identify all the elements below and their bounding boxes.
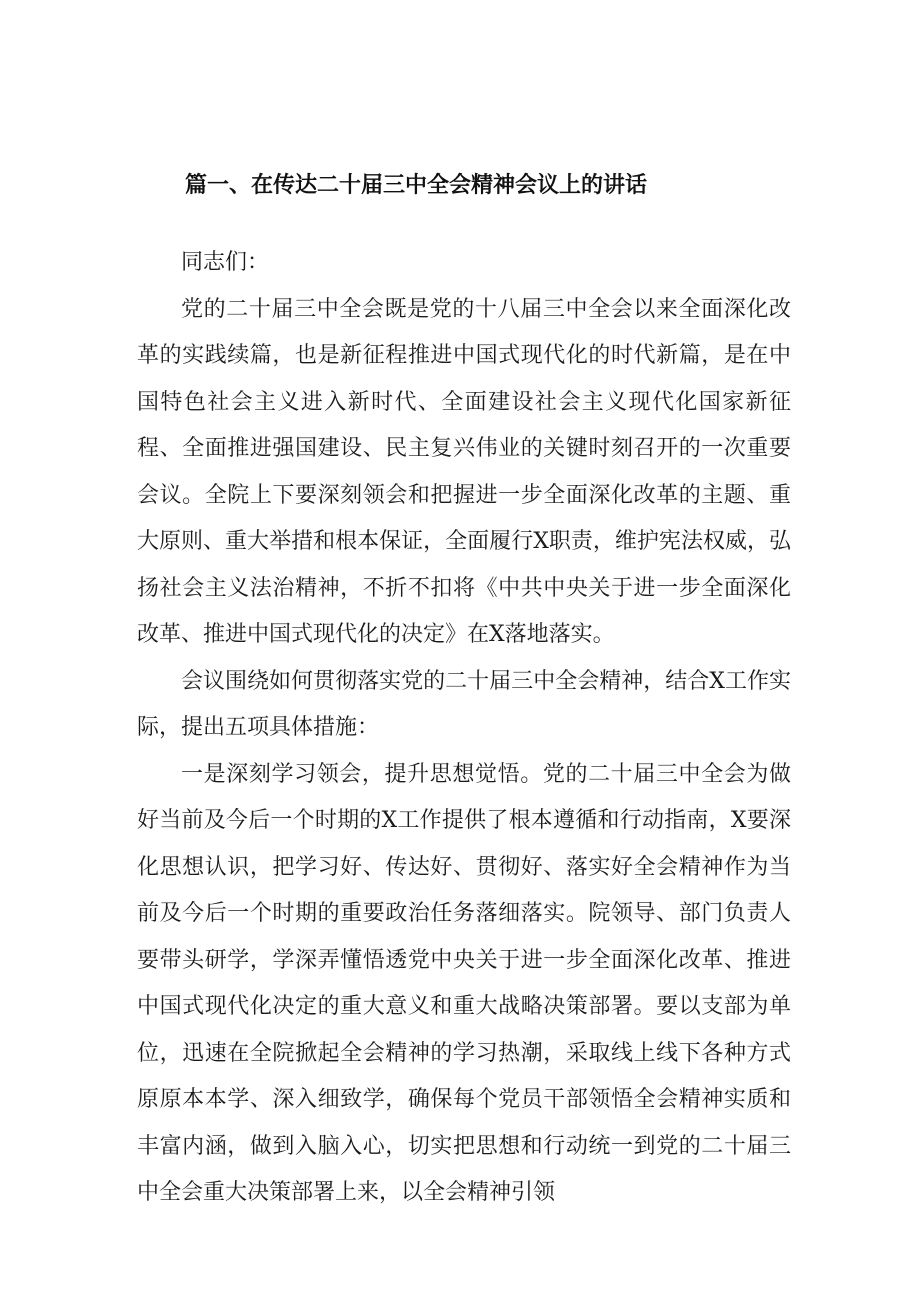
paragraph: 一是深刻学习领会，提升思想觉悟。党的二十届三中全会为做好当前及今后一个时期的X工作提供了根本遵循和行动指南，X要深化思想认识，把学习好、传达好、贯彻好、落实好全会精神作为当前及今后一个时期的重要政治任务落细落实。院领导、部门负责人要带头研学，学深弄懂悟透党中央关于进一步全面深化改革、推进中国式现代化决定的重大意义和重大战略决策部署。要以支部为单位，迅速在全院掀起全会精神的学习热潮，采取线上线下各种方式原原本本学、深入细致学，确保每个党员干部领悟全会精神实质和丰富内涵，做到入脑入心，切实把思想和行动统一到党的二十届三中全会重大决策部署上来，以全会精神引领: [137, 761, 791, 1205]
paragraph: 会议围绕如何贯彻落实党的二十届三中全会精神，结合X工作实际，提出五项具体措施：: [137, 668, 791, 740]
paragraph: 党的二十届三中全会既是党的十八届三中全会以来全面深化改革的实践续篇，也是新征程推进中国式现代化的时代新篇，是在中国特色社会主义进入新时代、全面建设社会主义现代化国家新征程、全面推进强国建设、民主复兴伟业的关键时刻召开的一次重要会议。全院上下要深刻领会和把握进一步全面深化改革的主题、重大原则、重大举措和根本保证，全面履行X职责，维护宪法权威，弘扬社会主义法治精神，不折不扣将《中共中央关于进一步全面深化改革、推进中国式现代化的决定》在X落地落实。: [137, 296, 791, 647]
document-title: 篇一、在传达二十届三中全会精神会议上的讲话: [185, 173, 648, 198]
salutation: 同志们：: [181, 250, 270, 275]
document-body: [137, 240, 791, 1217]
